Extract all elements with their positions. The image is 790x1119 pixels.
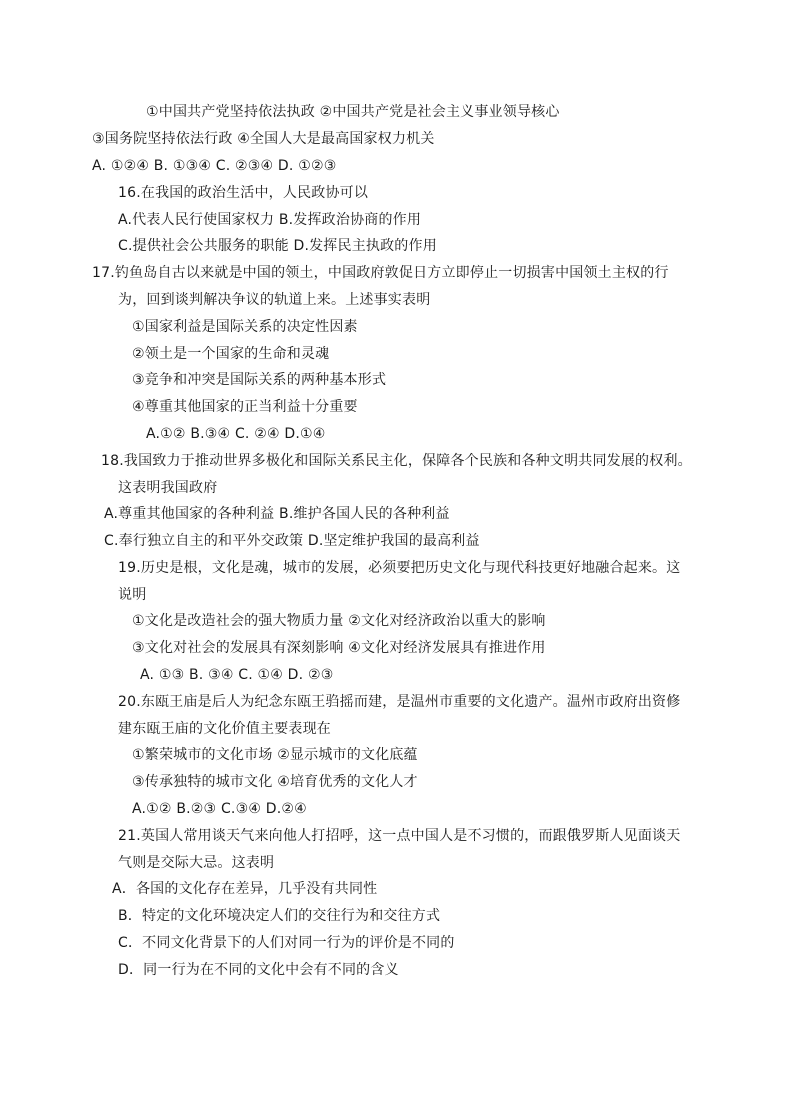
q19-option-line-1: ①文化是改造社会的强大物质力量 ②文化对经济政治以重大的影响	[132, 613, 546, 629]
q21-choice-b: B．特定的文化环境决定人们的交往行为和交往方式	[118, 908, 441, 924]
q20-option-line-2: ③传承独特的城市文化 ④培育优秀的文化人才	[132, 774, 418, 790]
q20-stem-line-1: 20.东瓯王庙是后人为纪念东瓯王驺摇而建，是温州市重要的文化遗产。温州市政府出资修	[118, 694, 681, 710]
q16-choices-ab: A.代表人民行使国家权力 B.发挥政治协商的作用	[118, 212, 422, 228]
q20-choices: A.①② B.②③ C.③④ D.②④	[132, 801, 307, 817]
q18-choices-ab: A.尊重其他国家的各种利益 B.维护各国人民的各种利益	[104, 506, 450, 522]
q17-stem-line-1: 17.钓鱼岛自古以来就是中国的领土，中国政府敦促日方立即停止一切损害中国领土主权的行	[92, 265, 669, 281]
q18-choices-cd: C.奉行独立自主的和平外交政策 D.坚定维护我国的最高利益	[104, 533, 480, 549]
q18-stem-line-2: 这表明我国政府	[118, 480, 218, 496]
q16-choices-cd: C.提供社会公共服务的职能 D.发挥民主执政的作用	[118, 238, 437, 254]
q17-option-4: ④尊重其他国家的正当利益十分重要	[132, 399, 358, 415]
q17-option-2: ②领土是一个国家的生命和灵魂	[132, 346, 330, 362]
q19-stem-line-1: 19.历史是根，文化是魂，城市的发展，必须要把历史文化与现代科技更好地融合起来。这	[118, 560, 681, 576]
q20-option-line-1: ①繁荣城市的文化市场 ②显示城市的文化底蕴	[132, 747, 418, 763]
q21-choice-d: D．同一行为在不同的文化中会有不同的含义	[118, 962, 399, 978]
q17-option-1: ①国家利益是国际关系的决定性因素	[132, 319, 358, 335]
q15-choices: A. ①②④ B. ①③④ C. ②③④ D. ①②③	[92, 158, 337, 174]
q21-choice-a: A．各国的文化存在差异，几乎没有共同性	[112, 881, 378, 897]
q17-choices: A.①② B.③④ C. ②④ D.①④	[146, 426, 326, 442]
q21-stem-line-2: 气则是交际大忌。这表明	[118, 855, 275, 871]
q17-option-3: ③竞争和冲突是国际关系的两种基本形式	[132, 372, 387, 388]
q18-stem-line-1: 18.我国致力于推动世界多极化和国际关系民主化，保障各个民族和各种文明共同发展的权利。	[101, 453, 692, 469]
q17-stem-line-2: 为，回到谈判解决争议的轨道上来。上述事实表明	[118, 292, 431, 308]
q19-stem-line-2: 说明	[118, 587, 147, 603]
q21-choice-c: C．不同文化背景下的人们对同一行为的评价是不同的	[118, 935, 455, 951]
q15-option-line-1: ①中国共产党坚持依法执政 ②中国共产党是社会主义事业领导核心	[146, 104, 560, 120]
q16-stem: 16.在我国的政治生活中，人民政协可以	[118, 185, 369, 201]
q19-option-line-2: ③文化对社会的发展具有深刻影响 ④文化对经济发展具有推进作用	[132, 640, 546, 656]
q19-choices: A. ①③ B. ③④ C. ①④ D. ②③	[140, 667, 334, 683]
q20-stem-line-2: 建东瓯王庙的文化价值主要表现在	[118, 721, 331, 737]
q15-option-line-2: ③国务院坚持依法行政 ④全国人大是最高国家权力机关	[92, 131, 435, 147]
q21-stem-line-1: 21.英国人常用谈天气来向他人打招呼，这一点中国人是不习惯的，而跟俄罗斯人见面谈天	[118, 828, 681, 844]
